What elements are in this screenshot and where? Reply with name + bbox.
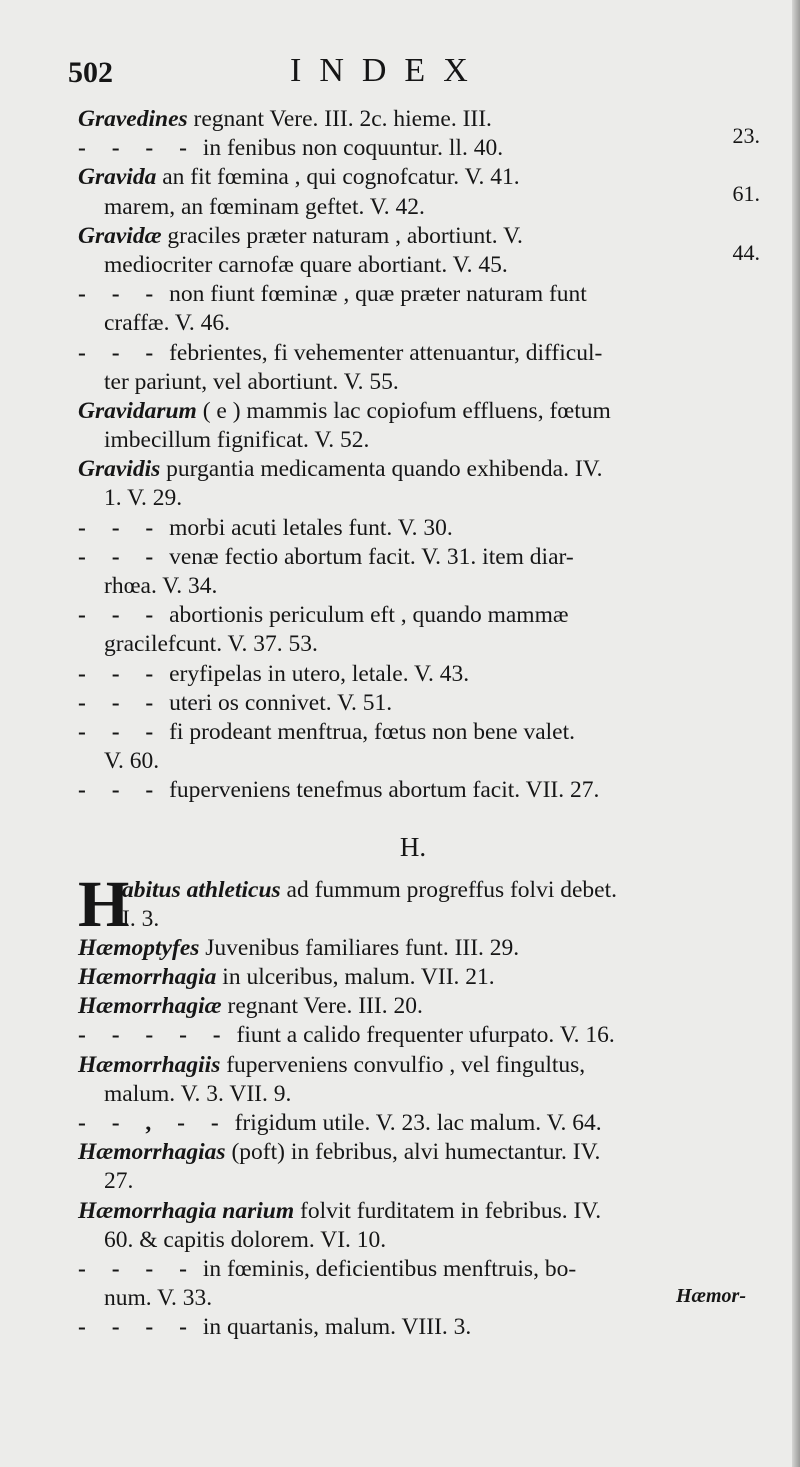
keyword: Hæmorrhagias bbox=[78, 1139, 226, 1166]
entry-text: (poft) in febribus, alvi humectantur. IV. bbox=[225, 1139, 601, 1166]
entry-line bbox=[78, 934, 768, 963]
index-entry bbox=[78, 514, 768, 543]
entry-line bbox=[78, 1051, 768, 1080]
entry-line bbox=[78, 426, 768, 455]
ditto-dashes: - - , - - bbox=[78, 1110, 229, 1137]
keyword: Gravida bbox=[78, 164, 157, 191]
page-title: INDEX bbox=[290, 52, 486, 89]
keyword: Gravidis bbox=[78, 456, 161, 483]
ditto-dashes: - - - bbox=[78, 339, 164, 366]
entry-text: fuperveniens convulfio , vel fingultus, bbox=[220, 1051, 586, 1078]
entry-text: rhœa. V. 34. bbox=[104, 573, 218, 599]
entry-line bbox=[78, 455, 768, 484]
ditto-dashes: - - - - bbox=[78, 1314, 197, 1341]
index-entry bbox=[78, 397, 768, 455]
index-entry bbox=[78, 1109, 768, 1138]
entry-text: malum. V. 3. VII. 9. bbox=[104, 1080, 292, 1107]
entry-line bbox=[78, 1138, 768, 1167]
keyword: Hæmorrhagiæ bbox=[78, 993, 222, 1020]
entry-line bbox=[78, 543, 768, 572]
entry-text: regnant Vere. III. 20. bbox=[221, 993, 423, 1020]
entry-line bbox=[78, 134, 768, 163]
entry-line bbox=[78, 1226, 768, 1255]
page-edge-shadow bbox=[792, 0, 800, 1467]
dropcap-entry bbox=[78, 867, 768, 941]
margin-reference: 61. bbox=[732, 181, 760, 207]
index-entry bbox=[78, 543, 768, 601]
index-entry bbox=[78, 689, 768, 718]
entry-line bbox=[78, 963, 768, 992]
margin-reference: 44. bbox=[732, 239, 760, 265]
entry-line bbox=[78, 601, 768, 630]
entry-text: abortionis periculum eft , quando mammæ bbox=[163, 602, 569, 629]
entry-text: in ulceribus, malum. VII. 21. bbox=[216, 964, 495, 991]
entry-text: marem, an fœminam geftet. V. 42. bbox=[104, 193, 425, 220]
dropcap-entry-line2: I. 3. bbox=[122, 905, 160, 932]
entry-text: regnant Vere. III. 2c. hieme. III. bbox=[187, 106, 492, 132]
index-entry bbox=[78, 1197, 768, 1255]
ditto-dashes: - - - - - bbox=[78, 1022, 231, 1049]
keyword: Hæmorrhagia narium bbox=[78, 1197, 295, 1224]
ditto-dashes: - - - bbox=[78, 543, 164, 570]
entry-line bbox=[78, 368, 768, 397]
entry-line bbox=[78, 1313, 768, 1342]
page-number: 502 bbox=[68, 56, 113, 89]
index-entry bbox=[78, 1255, 768, 1313]
entry-text: ( e ) mammis lac copiofum effluens, fœtum bbox=[196, 397, 611, 424]
keyword: Gravidarum bbox=[78, 397, 197, 424]
entry-text: 60. & capitis dolorem. VI. 10. bbox=[104, 1226, 387, 1253]
entry-line bbox=[78, 251, 768, 280]
index-entry bbox=[78, 934, 768, 963]
entry-text: gracilefcunt. V. 37. 53. bbox=[104, 631, 318, 658]
entry-line bbox=[78, 105, 768, 148]
entry-text: 27. bbox=[104, 1168, 134, 1195]
entry-line bbox=[78, 280, 768, 309]
section-letter-h: H. bbox=[399, 831, 427, 862]
ditto-dashes: - - - bbox=[78, 514, 164, 541]
index-entry bbox=[78, 280, 768, 338]
ditto-dashes: - - - bbox=[78, 718, 164, 745]
index-entry bbox=[78, 455, 768, 513]
index-entry bbox=[78, 1313, 768, 1342]
index-body bbox=[78, 105, 768, 1343]
index-entry bbox=[78, 163, 768, 221]
entry-line bbox=[78, 339, 768, 368]
entry-line bbox=[78, 747, 768, 776]
entry-text: imbecillum fignificat. V. 52. bbox=[104, 427, 370, 454]
entry-line bbox=[78, 1167, 768, 1196]
entry-line bbox=[78, 572, 768, 601]
margin-reference: 23. bbox=[732, 123, 760, 148]
index-entry bbox=[78, 660, 768, 689]
ditto-dashes: - - - bbox=[78, 689, 164, 716]
entry-line bbox=[78, 689, 768, 718]
entry-text: 1. V. 29. bbox=[104, 485, 183, 512]
entry-text: frigidum utile. V. 23. lac malum. V. 64. bbox=[228, 1110, 602, 1137]
keyword: Hæmoptyfes bbox=[78, 934, 200, 961]
entry-line bbox=[78, 397, 768, 426]
index-entry bbox=[78, 339, 768, 397]
index-entry bbox=[78, 776, 768, 805]
entry-text: an fit fœmina , qui cognofcatur. V. 41. bbox=[156, 164, 520, 191]
index-entry bbox=[78, 718, 768, 776]
running-head bbox=[62, 48, 752, 98]
entry-line bbox=[78, 1080, 768, 1109]
keyword: Hæmorrhagia bbox=[78, 964, 217, 991]
entry-line bbox=[78, 484, 768, 513]
entry-text: morbi acuti letales funt. V. 30. bbox=[163, 514, 453, 541]
entry-line bbox=[78, 1109, 768, 1138]
entry-text: in quartanis, malum. VIII. 3. bbox=[196, 1314, 472, 1341]
index-entry bbox=[78, 222, 768, 280]
catchword: Hæmor- bbox=[676, 1285, 746, 1307]
dropcap-entry-line1 bbox=[122, 876, 617, 905]
entry-text: craffæ. V. 46. bbox=[104, 310, 230, 337]
index-entry bbox=[78, 601, 768, 659]
keyword: Gravedines bbox=[78, 106, 188, 132]
index-entry bbox=[78, 963, 768, 992]
entry-line bbox=[78, 193, 768, 222]
entry-text: non fiunt fœminæ , quæ præter naturam funt bbox=[163, 281, 587, 308]
entry-line bbox=[78, 1255, 768, 1284]
ditto-dashes: - - - bbox=[78, 660, 164, 687]
entry-text: Juvenibus familiares funt. III. 29. bbox=[199, 934, 520, 961]
entry-text: fi prodeant menftrua, fœtus non bene valet. bbox=[163, 718, 576, 745]
entries-h bbox=[78, 934, 768, 1343]
entries-g bbox=[78, 105, 768, 806]
entry-line bbox=[78, 992, 768, 1021]
index-entry bbox=[78, 992, 768, 1021]
ditto-dashes: - - - - bbox=[78, 1255, 197, 1282]
ditto-dashes: - - - - bbox=[78, 135, 197, 162]
index-entry bbox=[78, 1051, 768, 1109]
index-entry bbox=[78, 1021, 768, 1050]
keyword: Gravidæ bbox=[78, 222, 162, 249]
ditto-dashes: - - - bbox=[78, 602, 164, 629]
entry-text: V. 60. bbox=[104, 748, 160, 775]
entry-text: fiunt a calido frequenter ufurpato. V. 16. bbox=[230, 1022, 615, 1049]
entry-line bbox=[78, 1021, 768, 1050]
entry-text: eryfipelas in utero, letale. V. 43. bbox=[163, 660, 470, 687]
index-entry bbox=[78, 105, 768, 163]
entry-line bbox=[78, 660, 768, 689]
ditto-dashes: - - - bbox=[78, 281, 164, 308]
entry-text: purgantia medicamenta quando exhibenda. IV. bbox=[160, 456, 603, 483]
index-entry bbox=[78, 1138, 768, 1196]
entry-text: ad fummum progreffus folvi debet. bbox=[280, 876, 617, 903]
entry-line bbox=[78, 630, 768, 659]
keyword: Hæmorrhagiis bbox=[78, 1051, 221, 1078]
entry-text: febrientes, fi vehementer attenuantur, difficul- bbox=[163, 339, 603, 366]
entry-text: uteri os connivet. V. 51. bbox=[163, 689, 393, 716]
drop-cap: H bbox=[78, 867, 130, 941]
entry-text: num. V. 33. bbox=[104, 1285, 213, 1312]
entry-line bbox=[78, 514, 768, 543]
entry-text: folvit furditatem in febribus. IV. bbox=[294, 1197, 602, 1224]
entry-line bbox=[78, 309, 768, 338]
entry-text: venæ fectio abortum facit. V. 31. item diar- bbox=[163, 543, 574, 570]
entry-text: fuperveniens tenefmus abortum facit. VII. 27. bbox=[163, 777, 600, 804]
entry-line bbox=[78, 776, 768, 805]
ditto-dashes: - - - bbox=[78, 777, 164, 804]
entry-line bbox=[78, 718, 768, 747]
entry-text: graciles præter naturam , abortiunt. V. bbox=[161, 222, 523, 249]
keyword: abitus athleticus bbox=[122, 876, 281, 903]
entry-text: in fenibus non coquuntur. ll. 40. bbox=[196, 135, 504, 162]
entry-text: ter pariunt, vel abortiunt. V. 55. bbox=[104, 368, 399, 395]
entry-line bbox=[78, 1284, 768, 1313]
entry-text: in fœminis, deficientibus menftruis, bo- bbox=[196, 1255, 577, 1282]
entry-text: mediocriter carnofæ quare abortiant. V. 45. bbox=[104, 251, 508, 278]
entry-line bbox=[78, 1197, 768, 1226]
